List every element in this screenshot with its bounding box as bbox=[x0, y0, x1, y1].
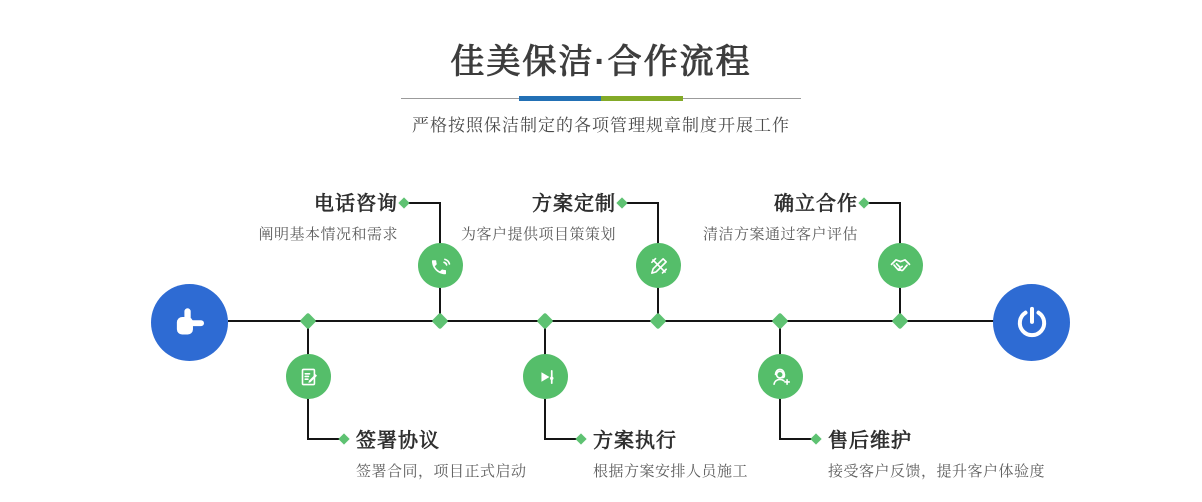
step-desc: 为客户提供项目策策划 bbox=[460, 226, 616, 243]
step-icon-circle bbox=[286, 354, 331, 399]
timeline-diamond bbox=[772, 313, 789, 330]
pencil-design-icon bbox=[646, 253, 672, 279]
label-diamond bbox=[858, 197, 869, 208]
step-label bbox=[258, 187, 398, 244]
step-label bbox=[593, 424, 748, 481]
timeline-diamond bbox=[432, 313, 449, 330]
step-title: 方案定制 bbox=[532, 193, 616, 215]
label-diamond bbox=[338, 433, 349, 444]
page-title: 佳美保洁·合作流程 bbox=[450, 43, 752, 81]
document-sign-icon bbox=[296, 364, 322, 390]
label-diamond bbox=[575, 433, 586, 444]
step-icon-circle bbox=[636, 243, 681, 288]
timeline-diamond bbox=[892, 313, 909, 330]
step-icon-circle bbox=[878, 243, 923, 288]
step-title: 确立合作 bbox=[774, 193, 858, 215]
pointing-hand-icon bbox=[169, 302, 211, 344]
label-diamond bbox=[616, 197, 627, 208]
timeline-diamond bbox=[650, 313, 667, 330]
step-title: 签署协议 bbox=[356, 430, 440, 452]
step-desc: 阐明基本情况和需求 bbox=[258, 226, 398, 243]
connector-horizontal bbox=[865, 202, 900, 204]
play-execute-icon bbox=[533, 364, 559, 390]
start-node bbox=[151, 284, 228, 361]
step-desc: 清洁方案通过客户评估 bbox=[702, 226, 858, 243]
phone-icon bbox=[428, 253, 454, 279]
step-icon-circle bbox=[523, 354, 568, 399]
customer-service-icon bbox=[768, 364, 794, 390]
timeline-diamond bbox=[300, 313, 317, 330]
step-label bbox=[703, 187, 858, 244]
label-diamond bbox=[398, 197, 409, 208]
step-label bbox=[461, 187, 616, 244]
step-label bbox=[356, 424, 527, 481]
label-diamond bbox=[810, 433, 821, 444]
timeline-line bbox=[228, 320, 994, 322]
connector-horizontal bbox=[623, 202, 658, 204]
step-icon-circle bbox=[418, 243, 463, 288]
timeline-diamond bbox=[537, 313, 554, 330]
page-subtitle: 严格按照保洁制定的各项管理规章制度开展工作 bbox=[412, 116, 790, 136]
end-node bbox=[993, 284, 1070, 361]
power-icon bbox=[1012, 303, 1052, 343]
step-desc: 签署合同，项目正式启动 bbox=[356, 463, 527, 480]
step-label bbox=[828, 424, 1045, 481]
connector-horizontal bbox=[405, 202, 440, 204]
step-title: 电话咨询 bbox=[314, 193, 398, 215]
handshake-icon bbox=[887, 252, 914, 279]
step-title: 售后维护 bbox=[828, 430, 912, 452]
step-icon-circle bbox=[758, 354, 803, 399]
step-title: 方案执行 bbox=[593, 430, 677, 452]
step-desc: 根据方案安排人员施工 bbox=[593, 463, 749, 480]
step-desc: 接受客户反馈，提升客户体验度 bbox=[828, 463, 1046, 480]
